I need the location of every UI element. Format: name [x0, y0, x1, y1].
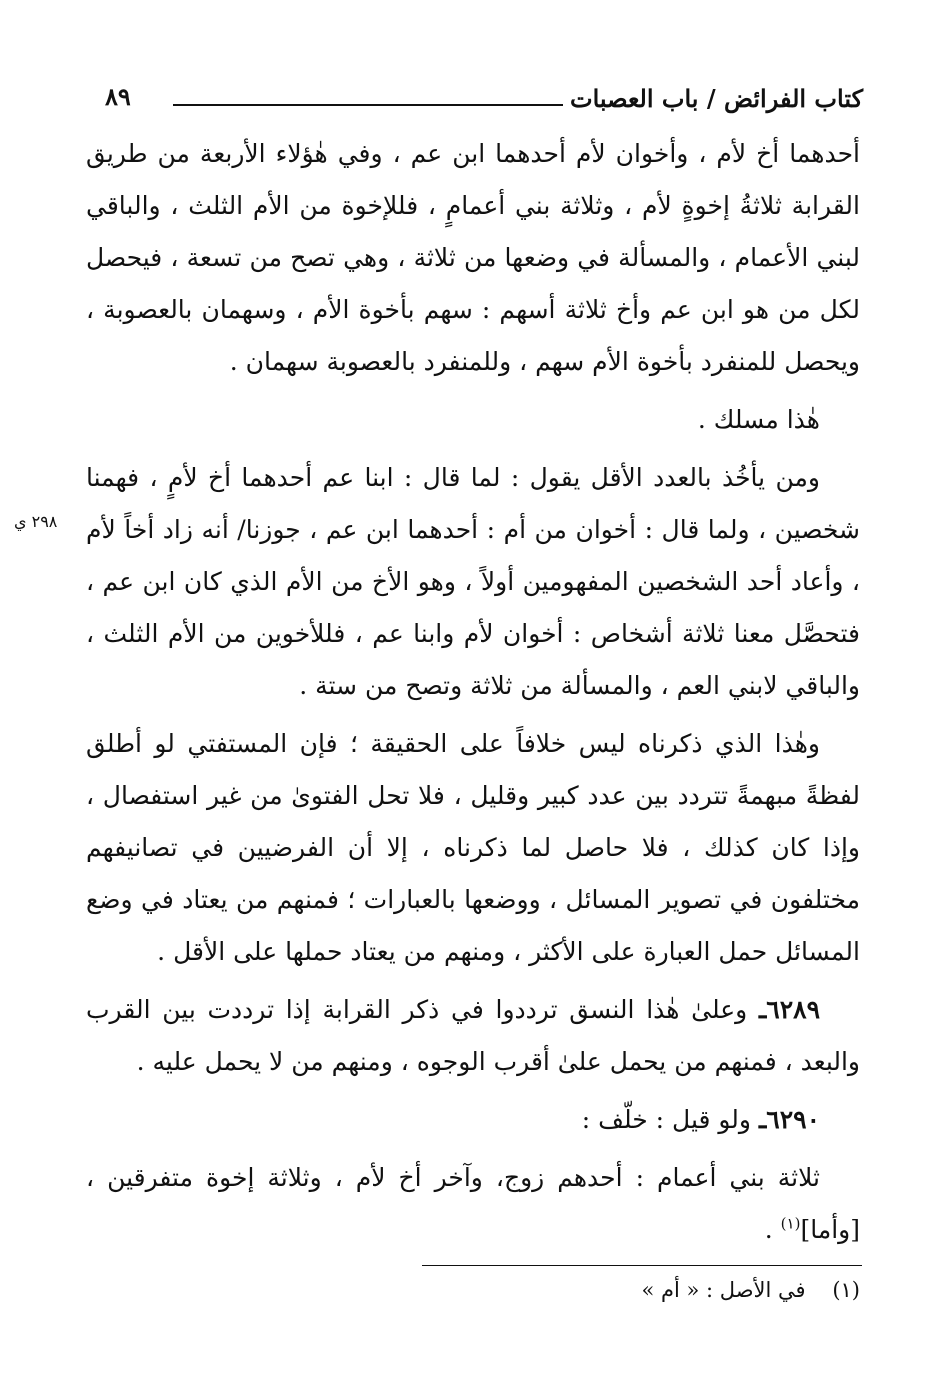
paragraph-3: ومن يأخُذ بالعدد الأقل يقول : لما قال : ابنا عم أحدهما أخ لأمٍ ، فهمنا شخصين ، ولما قال : أخوان من أم : أحدهما ابن عم ، جوزنا/ أنه زاد أخاً لأم ، وأعاد أحد الشخصين المفهومين أولاً ، وهو الأخ من الأم الذي كان ابن عم ، فتحصَّل معنا ثلاثة أشخاص : أخوان لأم وابنا عم ، فللأخوين من الأم الثلث ، والباقي لابني العم ، والمسألة من ثلاثة وتصح من ستة . — [86, 463, 860, 700]
final-text: ثلاثة بني أعمام : أحدهم زوج، وآخر أخ لأم ، وثلاثة إخوة متفرقين ، [وأما] — [86, 1163, 860, 1244]
footnote-ref: (١) — [780, 1214, 801, 1233]
section-text: وعلىٰ هٰذا النسق ترددوا في ذكر القرابة إذا ترددت بين القرب والبعد ، فمنهم من يحمل علىٰ أقرب الوجوه ، ومنهم من لا يحمل عليه . — [86, 995, 860, 1076]
header-rule — [173, 104, 563, 106]
footnote-text: في الأصل : « أم » — [641, 1278, 806, 1302]
section-number: ٦٢٨٩ـ — [758, 995, 820, 1024]
section-6290 — [86, 1094, 860, 1146]
paragraph-1: أحدهما أخ لأم ، وأخوان لأم أحدهما ابن عم ، وفي هٰؤلاء الأربعة من طريق القرابة ثلاثةُ إخوةٍ لأم ، وثلاثة بني أعمامٍ ، فللإخوة من الأم الثلث ، والباقي لبني الأعمام ، والمسألة في وضعها من ثلاثة ، وهي تصح من تسعة ، فيحصل لكل من هو ابن عم وأخ ثلاثة أسهم : سهم بأخوة الأم ، وسهمان بالعصوبة ، ويحصل للمنفرد بأخوة الأم سهم ، وللمنفرد بالعصوبة سهمان . — [86, 139, 860, 376]
paragraph-final — [86, 1152, 860, 1256]
paragraph-4: وهٰذا الذي ذكرناه ليس خلافاً على الحقيقة ؛ فإن المستفتي لو أطلق لفظةً مبهمةً تتردد بين عدد كبير وقليل ، فلا تحل الفتوىٰ من غير استفصال ، وإذا كان كذلك ، فلا حاصل لما ذكرناه ، إلا أن الفرضيين في تصانيفهم مختلفون في تصوير المسائل ، ووضعها بالعبارات ؛ فمنهم من يعتاد في وضع المسائل حمل العبارة على الأكثر ، ومنهم من يعتاد حملها على الأقل . — [86, 729, 860, 966]
paragraph-2: هٰذا مسلك . — [697, 405, 820, 434]
section-text: ولو قيل : خلّف : — [581, 1105, 759, 1134]
margin-manuscript-ref: ٢٩٨ ي — [14, 512, 58, 531]
section-number: ٦٢٩٠ـ — [758, 1105, 820, 1134]
running-header — [105, 84, 863, 120]
footnote-number: (١) — [832, 1278, 860, 1302]
footnote — [642, 1278, 861, 1302]
page-number: ٨٩ — [105, 82, 131, 111]
header-title: كتاب الفرائض / باب العصبات — [570, 84, 863, 113]
page-body — [86, 128, 860, 1262]
footnote-rule — [422, 1265, 862, 1266]
final-end: . — [764, 1215, 781, 1244]
section-6289 — [86, 984, 860, 1088]
